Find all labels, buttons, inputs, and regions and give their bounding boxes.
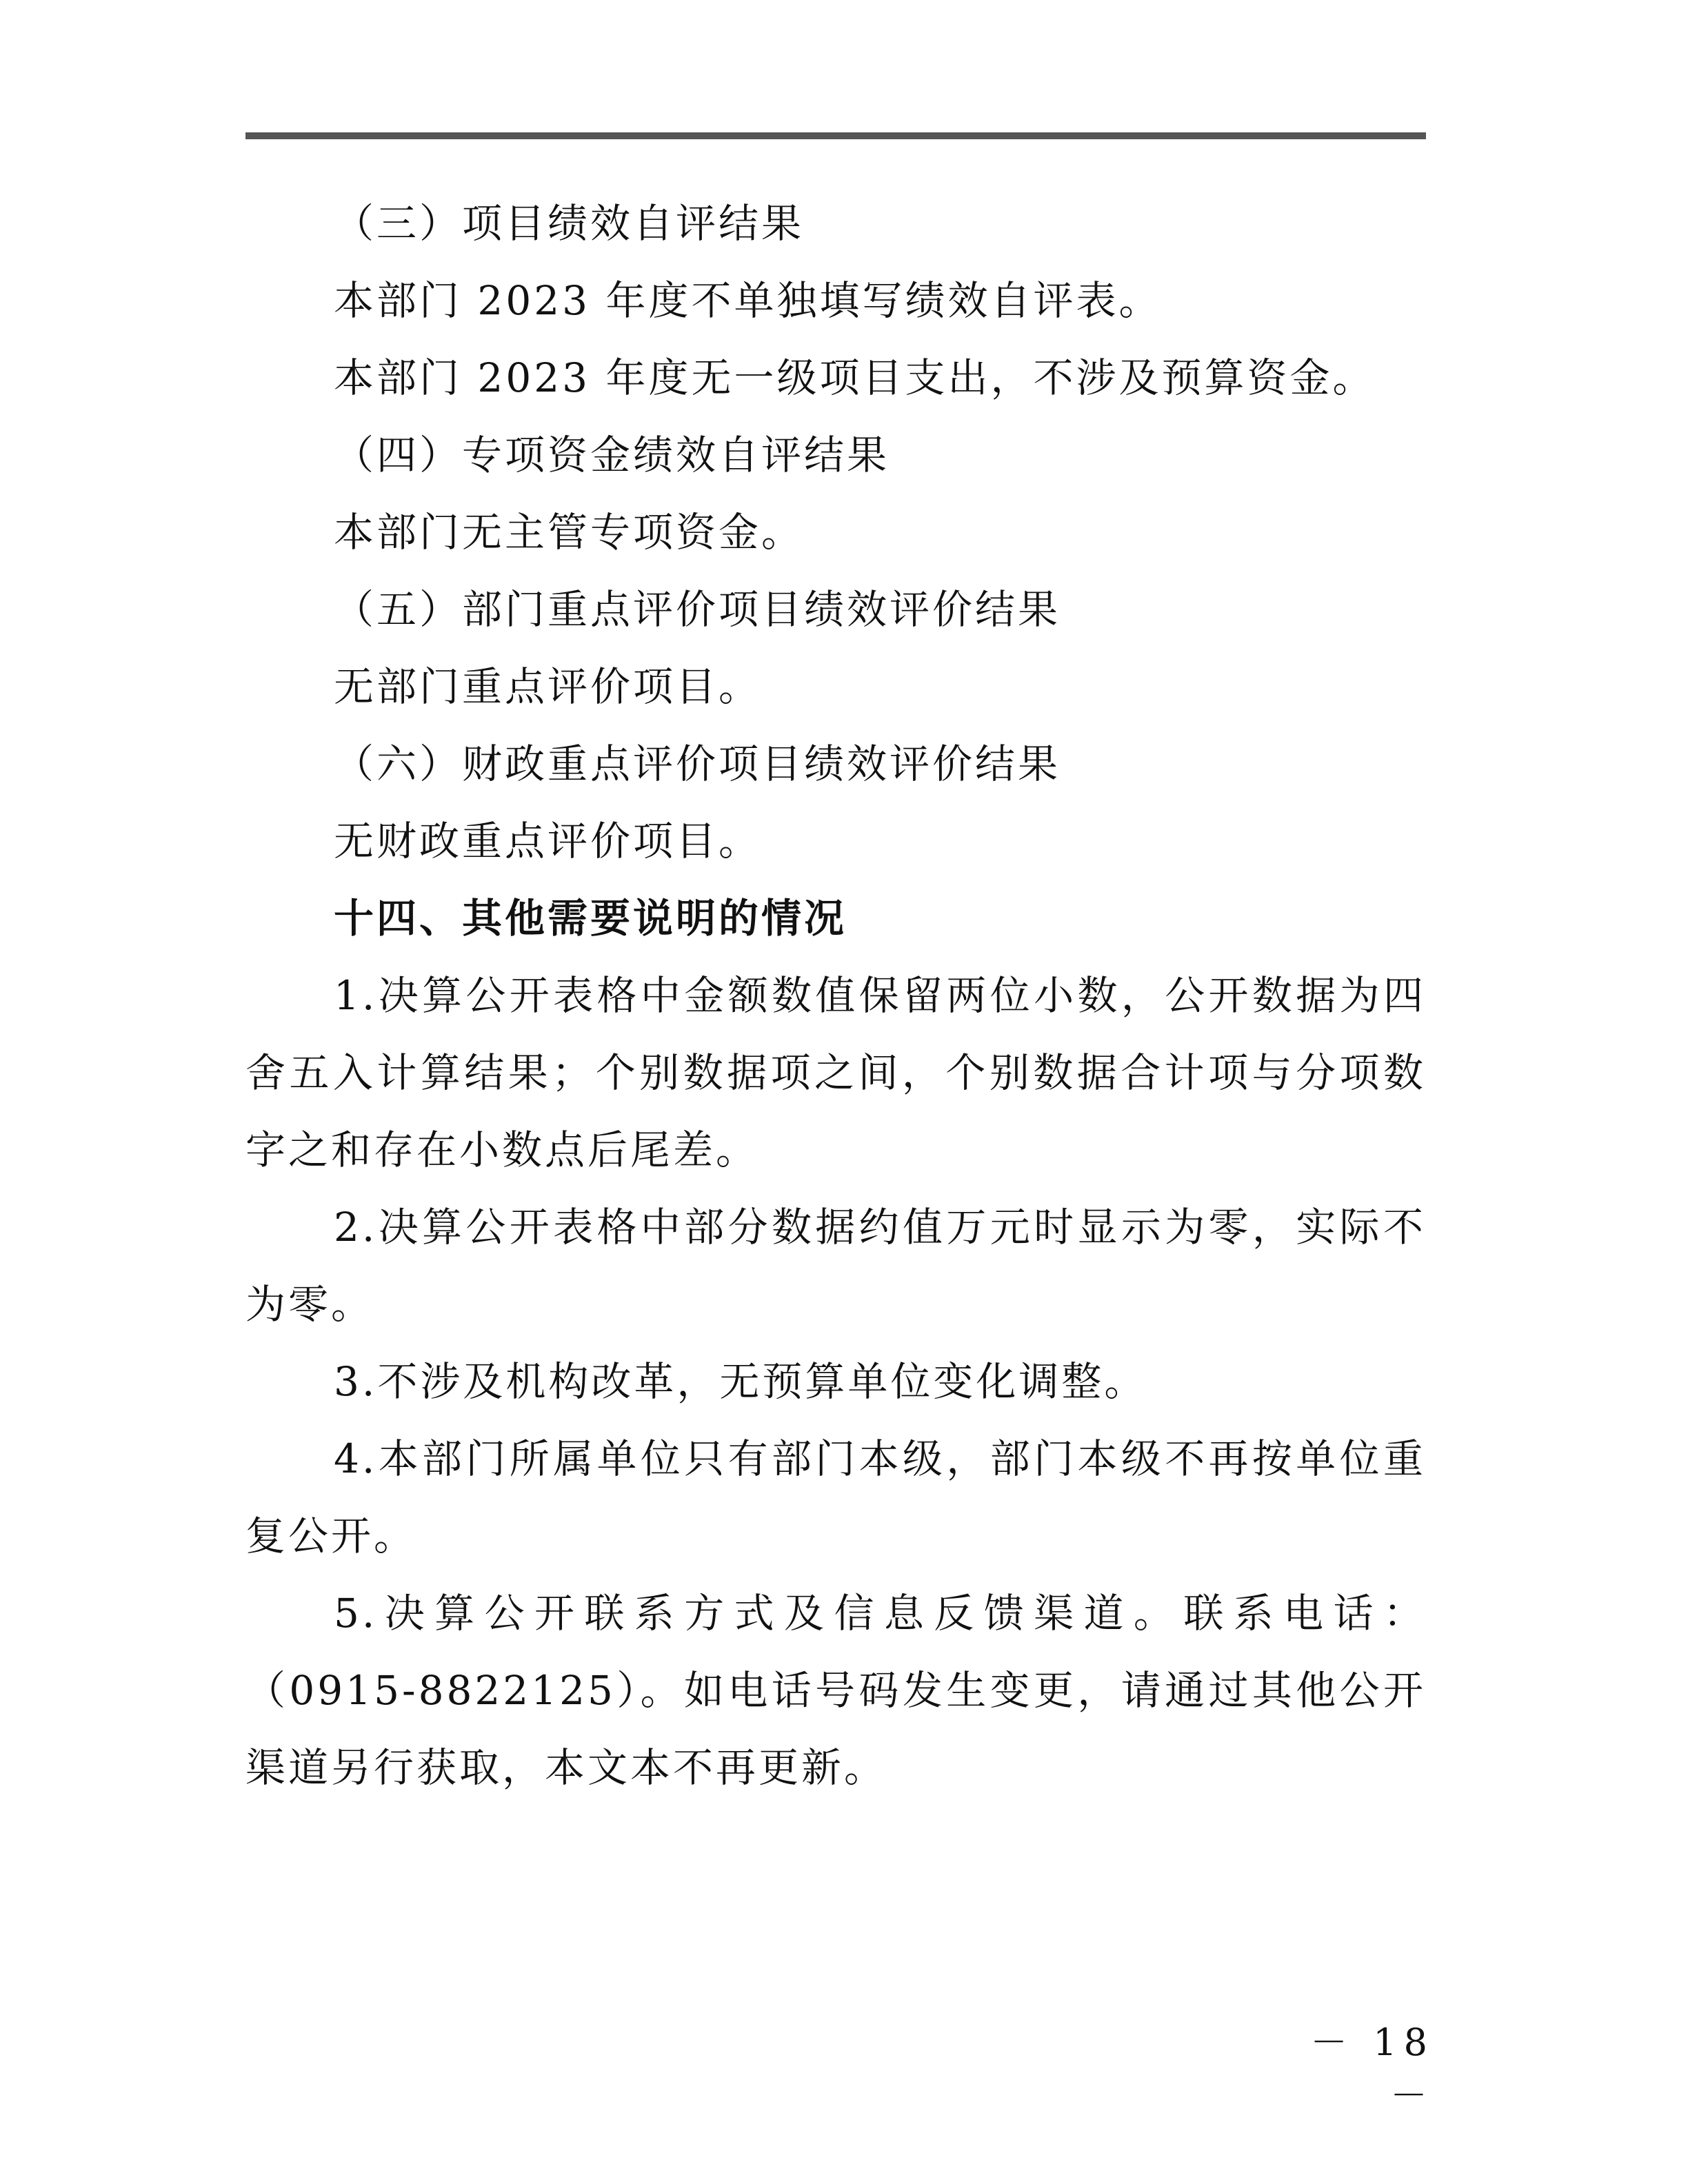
section-heading-other-notes: 十四、其他需要说明的情况	[334, 895, 847, 942]
document-body	[245, 185, 1426, 1806]
paragraph-no-first-level-projects: 本部门 2023 年度无一级项目支出，不涉及预算资金。	[334, 354, 1376, 401]
paragraph-no-finance-key-projects: 无财政重点评价项目。	[334, 818, 762, 865]
paragraph-no-self-evaluation-form: 本部门 2023 年度不单独填写绩效自评表。	[334, 277, 1162, 324]
header-rule	[245, 132, 1426, 139]
subheading-special-funds: （四）专项资金绩效自评结果	[334, 432, 890, 478]
page-number: － 18 －	[1310, 2021, 1434, 2117]
note-item-1: 1.决算公开表格中金额数值保留两位小数，公开数据为四舍五入计算结果；个别数据项之间，个别数据合计项与分项数字之和存在小数点后尾差。	[245, 972, 1426, 1173]
note-item-4: 4.本部门所属单位只有部门本级，部门本级不再按单位重复公开。	[245, 1435, 1426, 1559]
paragraph-no-department-key-projects: 无部门重点评价项目。	[334, 663, 762, 710]
subheading-finance-key-projects: （六）财政重点评价项目绩效评价结果	[334, 740, 1061, 787]
subheading-project-self-evaluation: （三）项目绩效自评结果	[334, 200, 805, 247]
note-item-3: 3.不涉及机构改革，无预算单位变化调整。	[334, 1358, 1147, 1405]
note-item-2: 2.决算公开表格中部分数据约值万元时显示为零，实际不为零。	[245, 1204, 1426, 1328]
subheading-department-key-projects: （五）部门重点评价项目绩效评价结果	[334, 586, 1061, 633]
paragraph-no-special-funds: 本部门无主管专项资金。	[334, 509, 805, 556]
note-item-5: 5.决算公开联系方式及信息反馈渠道。联系电话：（0915-8822125）。如电话号码发生变更，请通过其他公开渠道另行获取，本文本不再更新。	[245, 1590, 1426, 1791]
